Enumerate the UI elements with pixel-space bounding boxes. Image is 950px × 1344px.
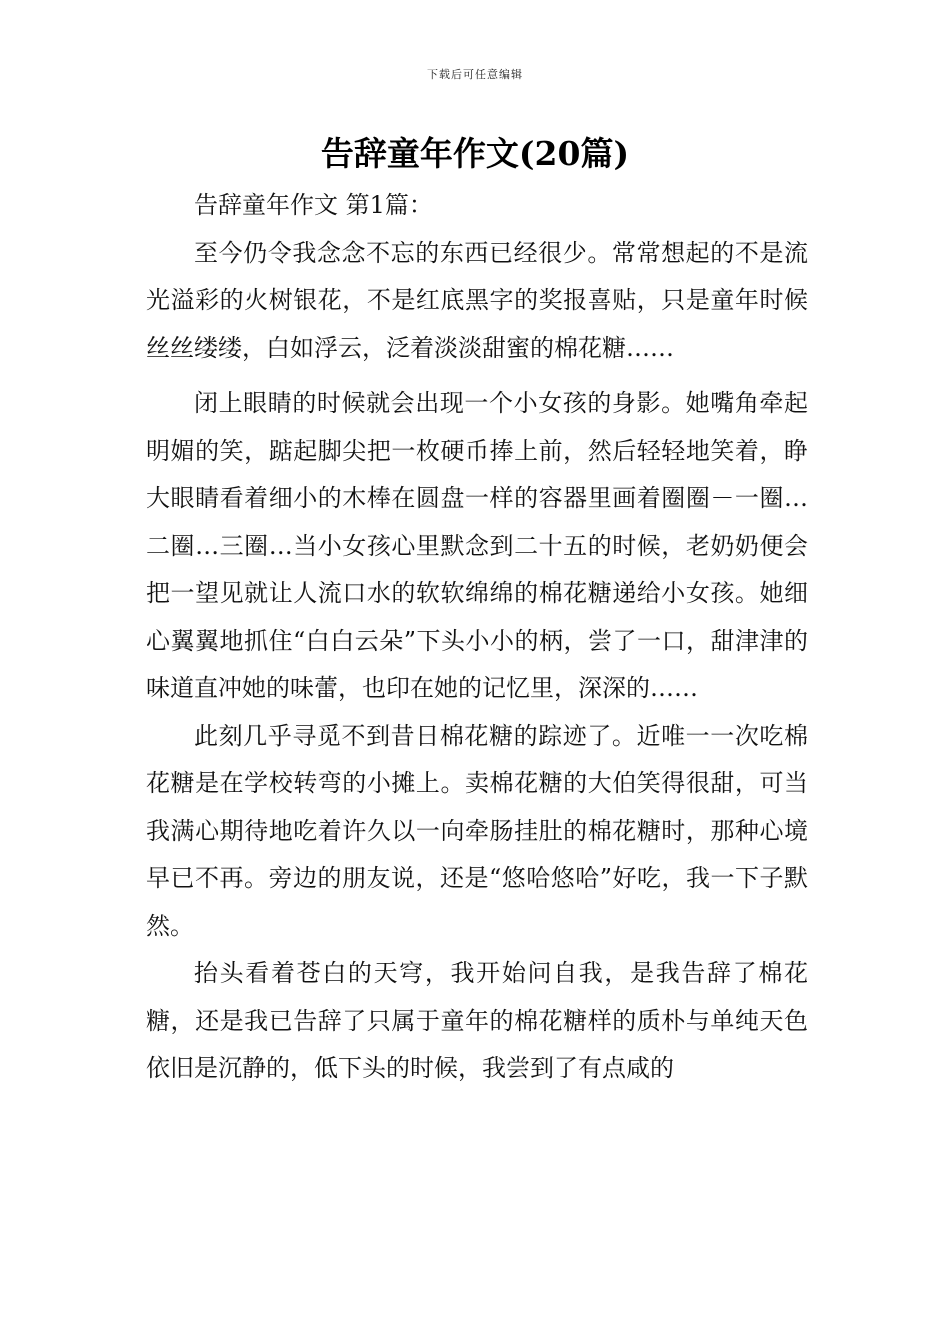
document-body xyxy=(146,182,808,1093)
section-heading: 告辞童年作文 第1篇： xyxy=(194,191,433,219)
paragraph-4: 抬头看着苍白的天穹，我开始问自我，是我告辞了棉花糖，还是我已告辞了只属于童年的棉花糖样的质朴与单纯天色依旧是沉静的，低下头的时候，我尝到了有点咸的 xyxy=(146,959,808,1082)
paragraph-1: 至今仍令我念念不忘的东西已经很少。常常想起的不是流光溢彩的火树银花，不是红底黑字的奖报喜贴，只是童年时候丝丝缕缕，白如浮云，泛着淡淡甜蜜的棉花糖…… xyxy=(146,238,808,362)
header-note: 下载后可任意编辑 xyxy=(427,68,523,81)
paragraph-3: 此刻几乎寻觅不到昔日棉花糖的踪迹了。近唯一一次吃棉花糖是在学校转弯的小摊上。卖棉花糖的大伯笑得很甜，可当我满心期待地吃着许久以一向牵肠挂肚的棉花糖时，那种心境早已不再。旁边的朋友说，还是“悠哈悠哈”好吃，我一下子默然。 xyxy=(146,721,808,940)
page-title: 告辞童年作文(20篇) xyxy=(320,134,630,173)
paragraph-2: 闭上眼睛的时候就会出现一个小女孩的身影。她嘴角牵起明媚的笑，踮起脚尖把一枚硬币捧上前，然后轻轻地笑着，睁大眼睛看着细小的木棒在圆盘一样的容器里画着圈圈－一圈…二圈…三圈…当小女孩心里默念到二十五的时候，老奶奶便会把一望见就让人流口水的软软绵绵的棉花糖递给小女孩。她细心翼翼地抓住“白白云朵”下头小小的柄，尝了一口，甜津津的味道直冲她的味蕾，也印在她的记忆里，深深的…… xyxy=(146,389,808,702)
